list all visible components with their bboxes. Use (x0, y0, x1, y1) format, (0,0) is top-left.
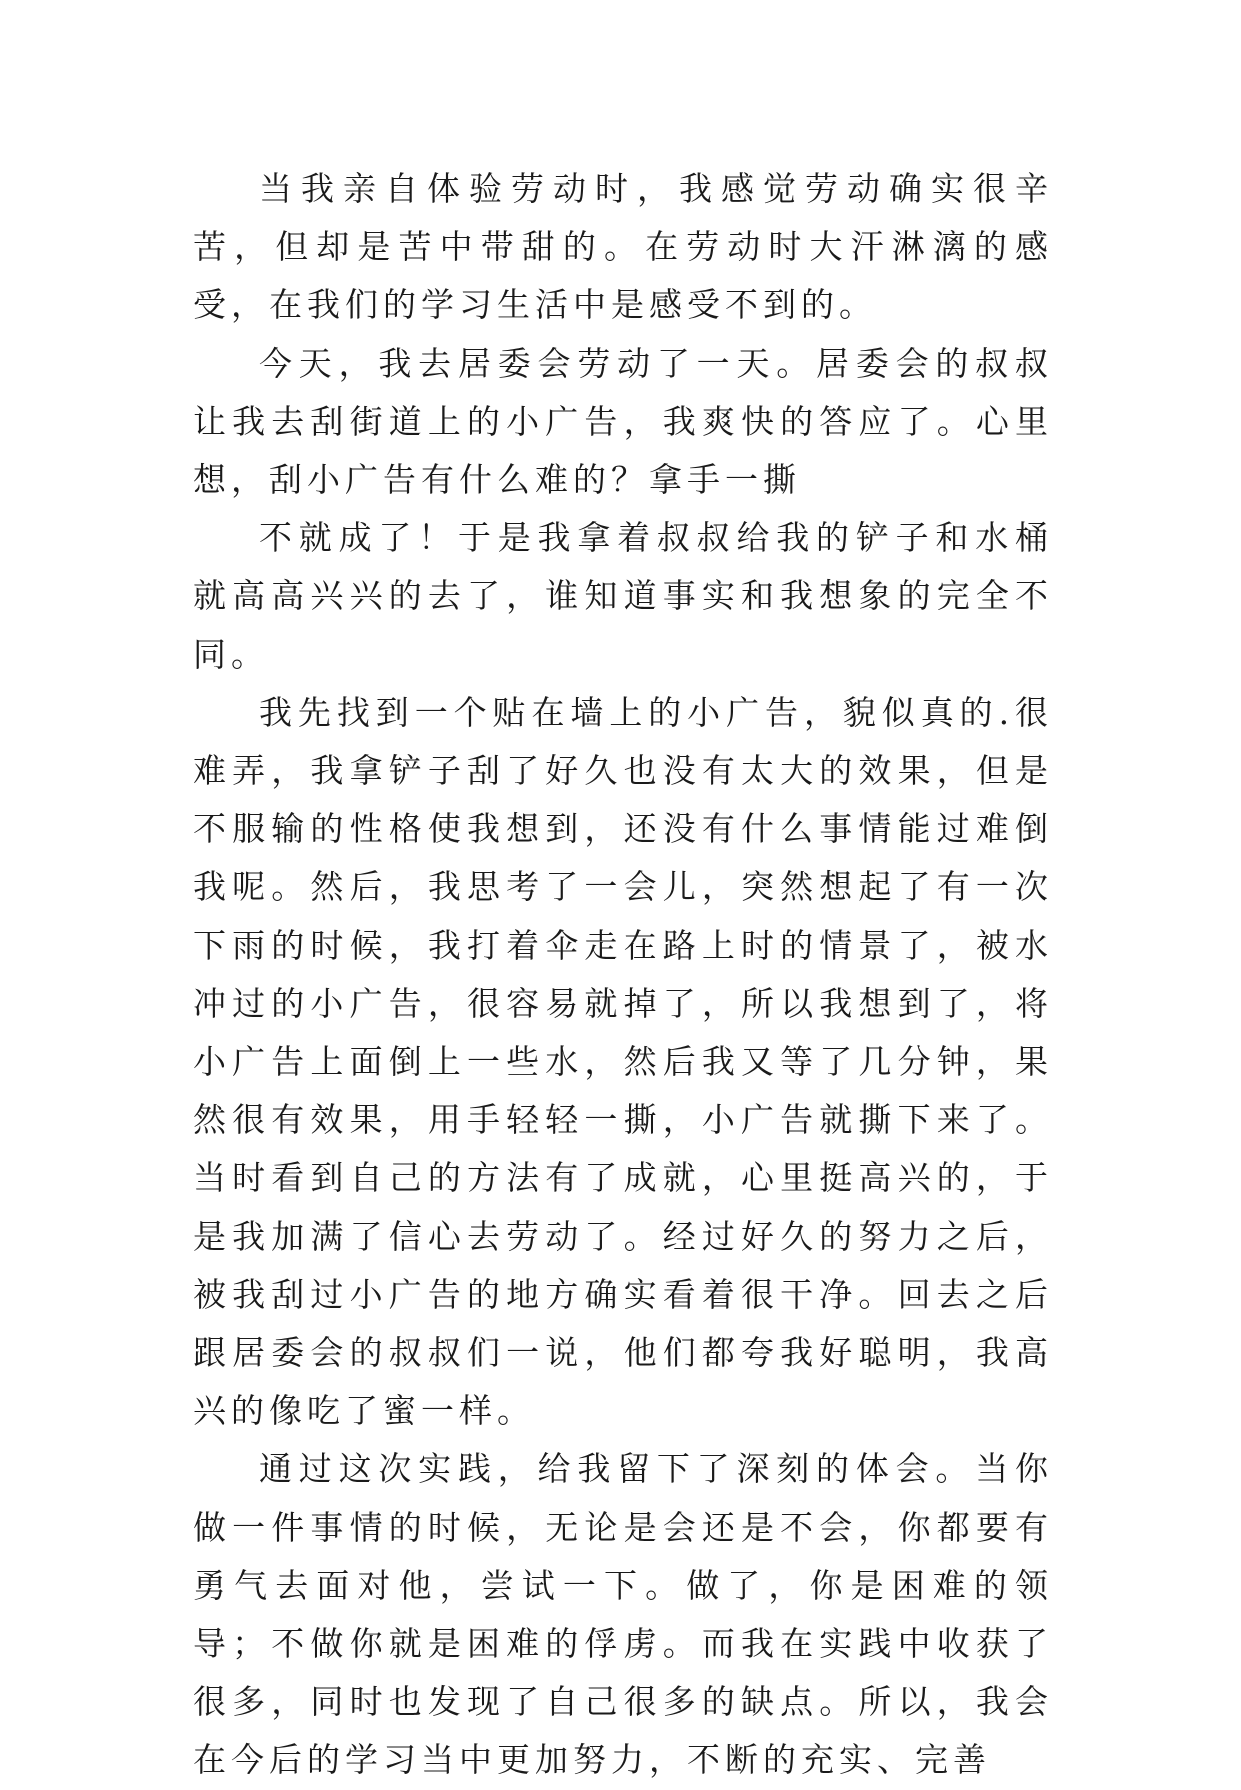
paragraph-2: 今天，我去居委会劳动了一天。居委会的叔叔让我去刮街道上的小广告，我爽快的答应了。心里想，刮小广告有什么难的？拿手一撕 (193, 343, 1053, 500)
paragraph-3: 不就成了！于是我拿着叔叔给我的铲子和水桶就高高兴兴的去了，谁知道事实和我想象的完全不同。 (193, 518, 1053, 674)
essay-body (193, 160, 1053, 1790)
paragraph-1: 当我亲自体验劳动时，我感觉劳动确实很辛苦，但却是苦中带甜的。在劳动时大汗淋漓的感受，在我们的学习生活中是感受不到的。 (193, 169, 1053, 325)
paragraph-4: 我先找到一个贴在墙上的小广告，貌似真的.很难弄，我拿铲子刮了好久也没有太大的效果，但是不服输的性格使我想到，还没有什么事情能过难倒我呢。然后，我思考了一会儿，突然想起了有一次下雨的时候，我打着伞走在路上时的情景了，被水冲过的小广告，很容易就掉了，所以我想到了，将小广告上面倒上一些水，然后我又等了几分钟，果然很有效果，用手轻轻一撕，小广告就撕下来了。当时看到自己的方法有了成就，心里挺高兴的，于是我加满了信心去劳动了。经过好久的努力之后，被我刮过小广告的地方确实看着很干净。回去之后跟居委会的叔叔们一说，他们都夸我好聪明，我高兴的像吃了蜜一样。 (193, 692, 1053, 1431)
paragraph-5: 通过这次实践，给我留下了深刻的体会。当你做一件事情的时候，无论是会还是不会，你都要有勇气去面对他，尝试一下。做了，你是困难的领导；不做你就是困难的俘虏。而我在实践中收获了很多，同时也发现了自己很多的缺点。所以，我会在今后的学习当中更加努力，不断的充实、完善 (193, 1449, 1053, 1780)
